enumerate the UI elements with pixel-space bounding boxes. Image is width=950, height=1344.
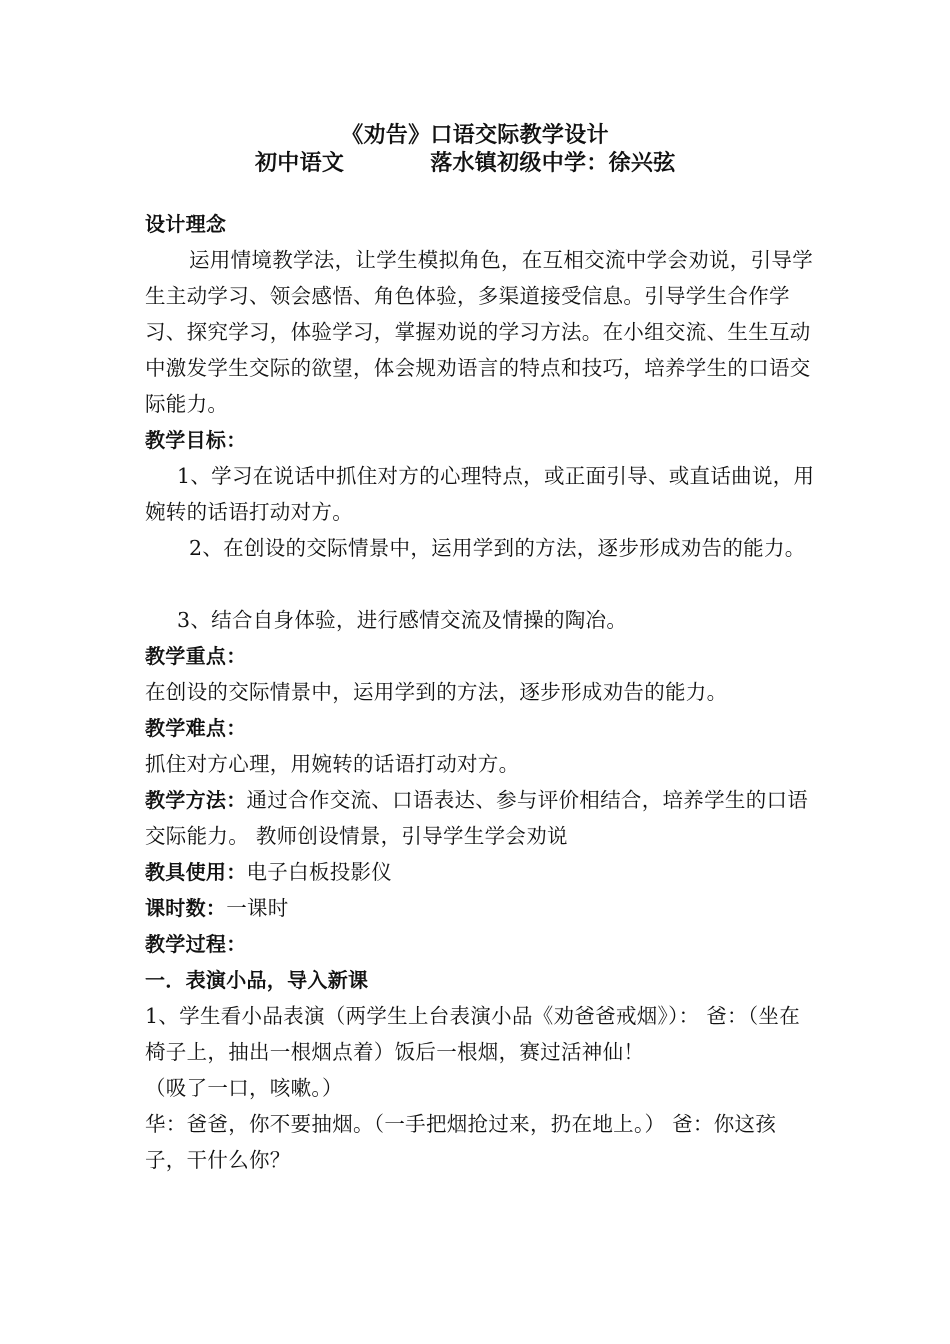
difficulty-text: 抓住对方心理，用婉转的话语打动对方。	[145, 752, 520, 776]
method-paragraph	[145, 782, 815, 854]
hours-paragraph	[145, 890, 815, 926]
design-concept-text: 运用情境教学法，让学生模拟角色，在互相交流中学会劝说，引导学生主动学习、领会感悟、角色体验，多渠道接受信息。引导学生合作学习、探究学习，体验学习，掌握劝说的学习方法。在小组交流、生生互动中激发学生交际的欲望，体会规劝语言的特点和技巧，培养学生的口语交际能力。	[145, 248, 813, 416]
hours-text: 一课时	[226, 896, 289, 920]
step-one-line2: （吸了一口，咳嗽。）	[145, 1076, 343, 1100]
tools-text: 电子白板投影仪	[246, 860, 393, 884]
key-point-text: 在创设的交际情景中，运用学到的方法，逐步形成劝告的能力。	[145, 680, 728, 704]
document-title: 《劝告》口语交际教学设计	[341, 123, 609, 148]
objective-1: 1、学习在说话中抓住对方的心理特点，或正面引导、或直话曲说，用婉转的话语打动对方。	[145, 464, 815, 524]
objective-2: 2、在创设的交际情景中，运用学到的方法，逐步形成劝告的能力。	[189, 536, 806, 560]
method-text: 通过合作交流、口语表达、参与评价相结合，培养学生的口语交际能力。 教师创设情景，引导学生学会劝说	[145, 788, 809, 848]
tools-label: 教具使用：	[145, 860, 247, 884]
tools-paragraph	[145, 854, 815, 890]
step-one-heading: 一．表演小品，导入新课	[145, 968, 369, 992]
design-concept-heading: 设计理念	[145, 212, 227, 236]
objective-3: 3、结合自身体验，进行感情交流及情操的陶冶。	[177, 608, 628, 632]
key-point-heading: 教学重点：	[145, 644, 247, 668]
document-subtitle	[255, 148, 775, 180]
process-heading: 教学过程：	[145, 932, 247, 956]
hours-label: 课时数：	[145, 896, 227, 920]
step-one-line1: 1、学生看小品表演（两学生上台表演小品《劝爸爸戒烟》）： 爸：（坐在椅子上，抽出一根烟点着）饭后一根烟，赛过活神仙！	[145, 1004, 801, 1064]
step-one-line3: 华：爸爸，你不要抽烟。（一手把烟抢过来，扔在地上。） 爸：你这孩子，干什么你？	[145, 1112, 777, 1172]
document-body	[145, 206, 815, 1178]
blank-line	[145, 566, 815, 602]
method-label: 教学方法：	[145, 788, 247, 812]
difficulty-heading: 教学难点：	[145, 716, 247, 740]
subject-label: 初中语文	[255, 151, 345, 176]
objectives-heading: 教学目标：	[145, 428, 247, 452]
school-author: 落水镇初级中学：徐兴弦	[430, 151, 676, 176]
